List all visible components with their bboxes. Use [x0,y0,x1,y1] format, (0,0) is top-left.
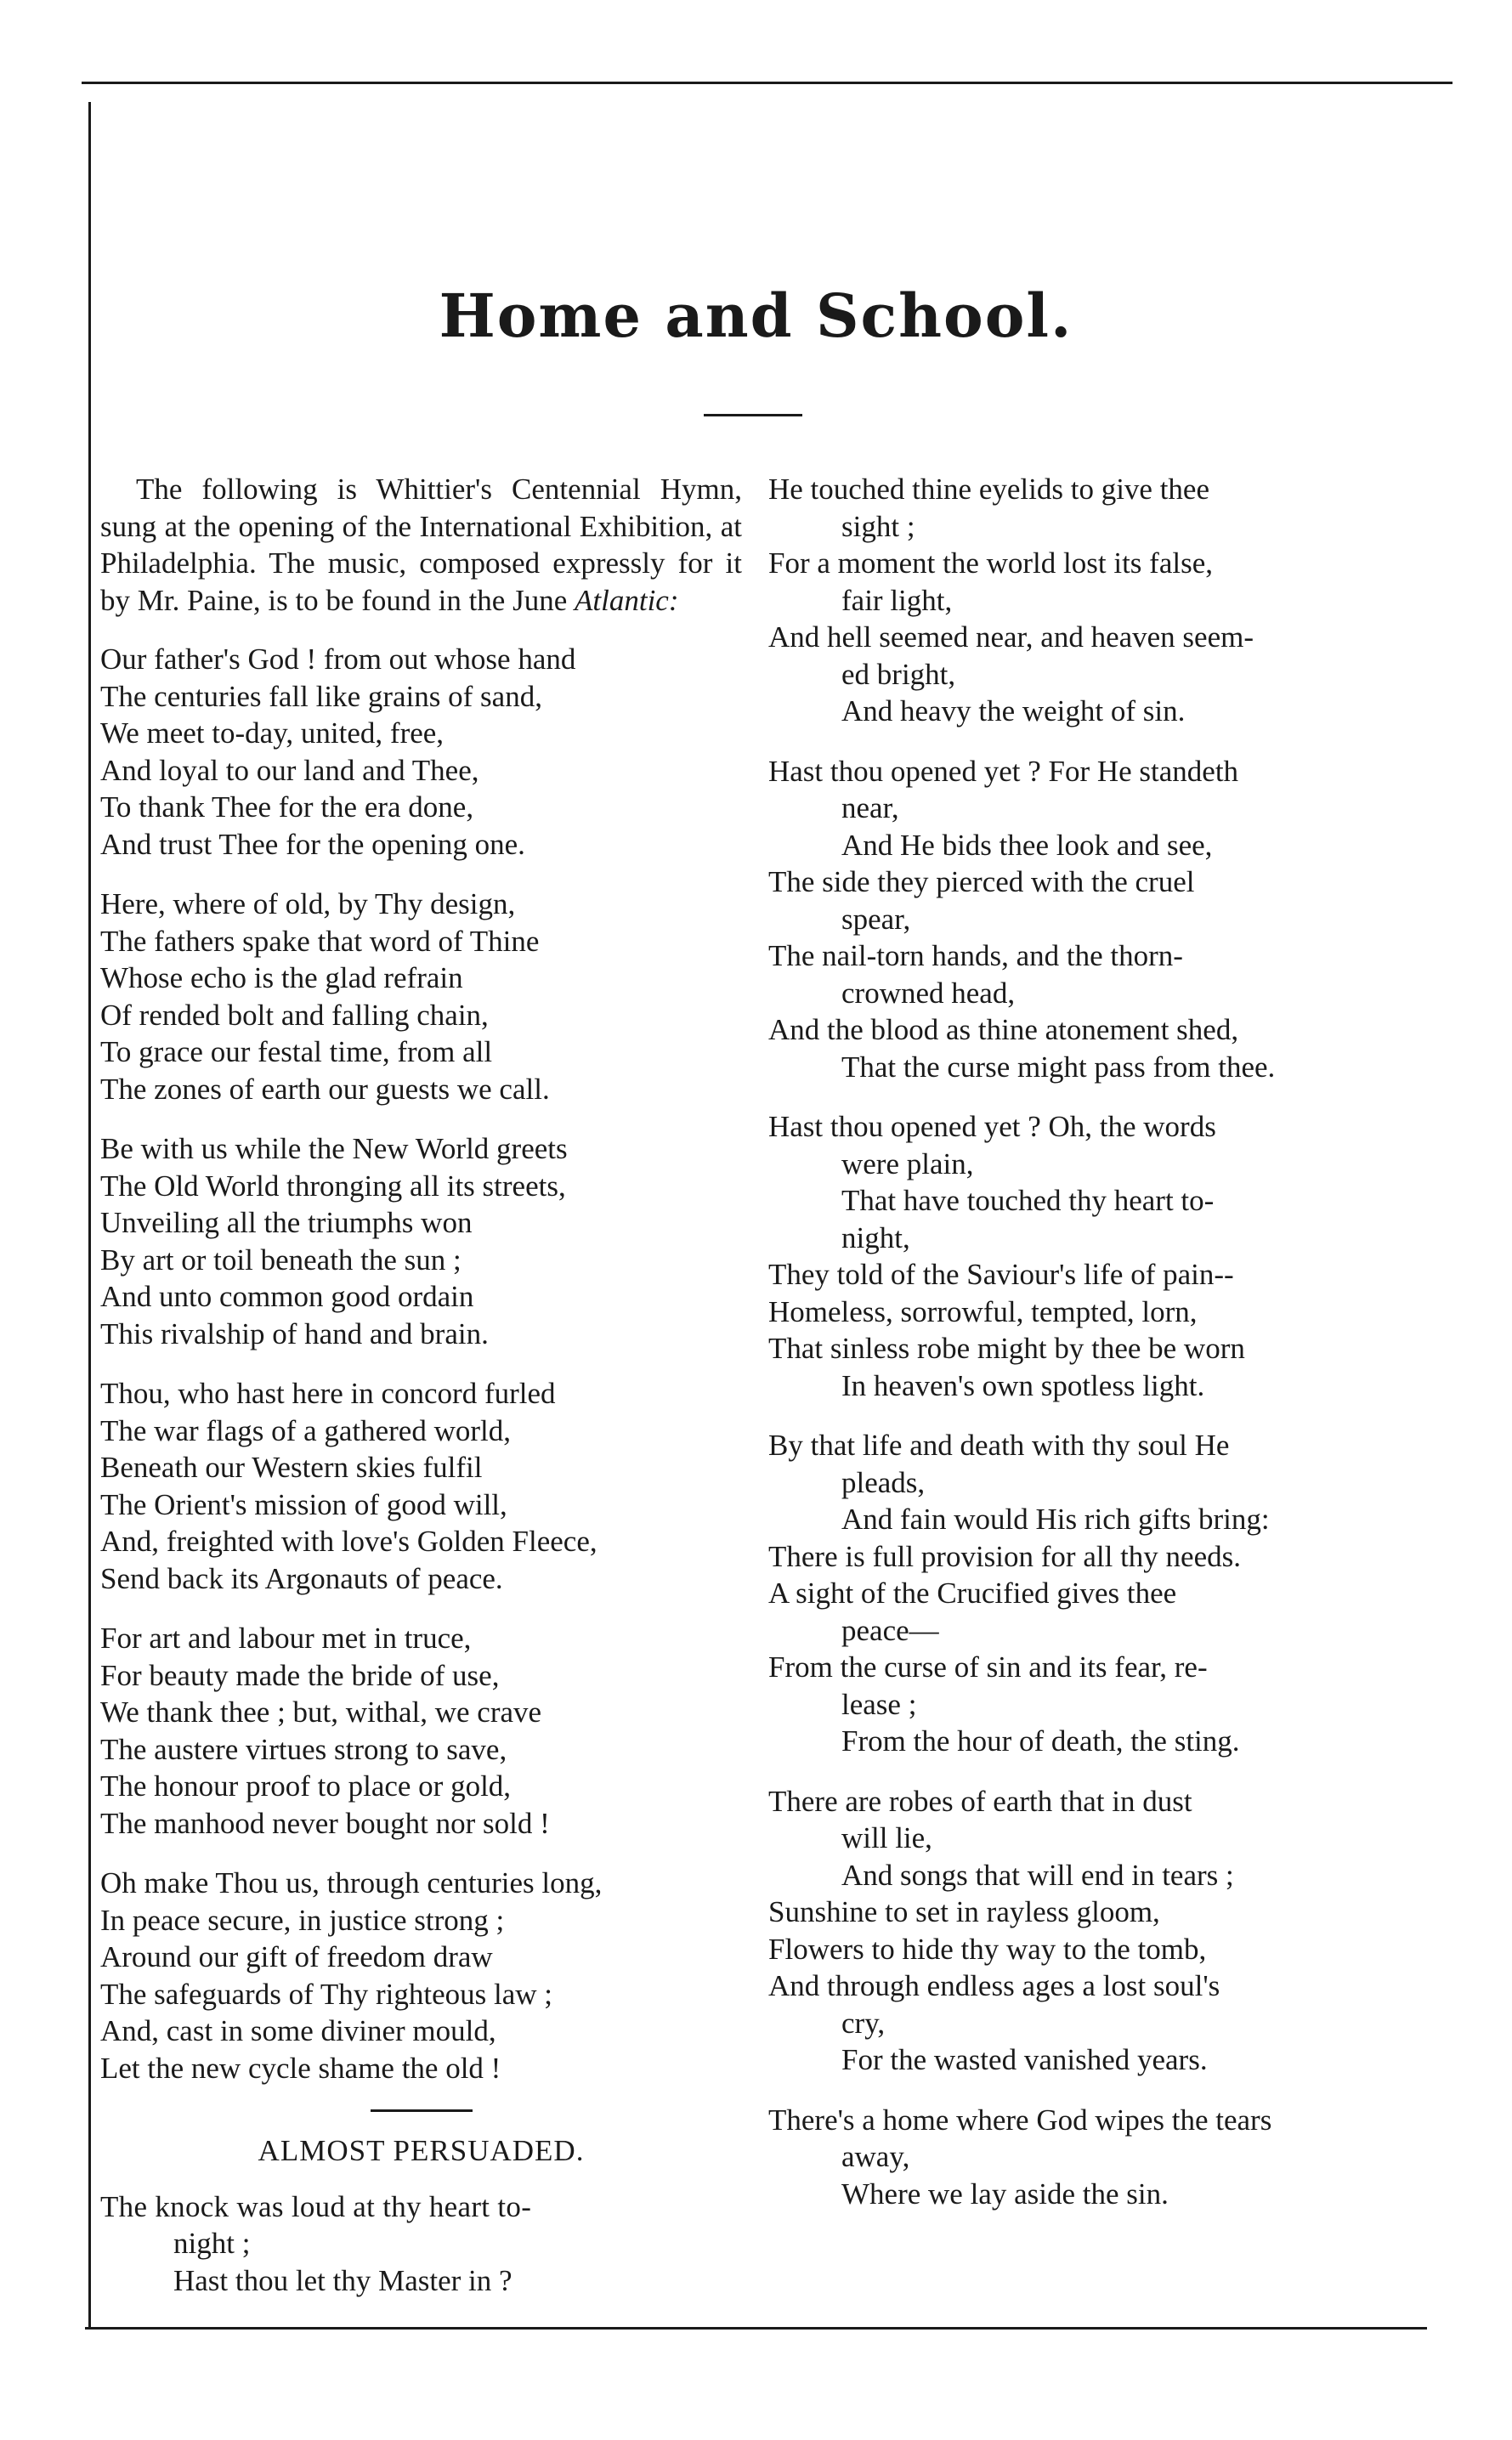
poem-line: Hast thou let thy Master in ? [173,2263,512,2297]
poem-line: spear, [841,902,911,936]
poem-stanza [768,2102,1414,2213]
poem-line: There are robes of earth that in dust [768,1784,1192,1818]
poem-line: That sinless robe might by thee be worn [768,1332,1245,1365]
poem-line: sight ; [841,509,915,543]
hymn-stanza [100,1375,742,1597]
poem-line: Flowers to hide thy way to the tomb, [768,1932,1207,1966]
poem-line: By that life and death with thy soul He [768,1429,1230,1462]
poem-stanza [768,753,1414,1086]
poem-line: peace— [841,1613,939,1647]
hymn-line: Our father's God ! from out whose hand [100,643,576,676]
left-border-rule [88,102,91,2327]
hymn-line: Let the new cycle shame the old ! [100,2051,501,2085]
hymn-line: Beneath our Western skies fulfil [100,1451,483,1484]
poem-stanza [768,1427,1414,1760]
poem-line: He touched thine eyelids to give thee [768,473,1210,506]
poem-line: fair light, [841,583,953,617]
hymn-line: And, freighted with love's Golden Fleece, [100,1525,597,1558]
hymn-line: And loyal to our land and Thee, [100,753,479,787]
top-rule [82,82,1453,84]
poem-line: In heaven's own spotless light. [841,1368,1205,1402]
poem-line: From the hour of death, the sting. [841,1724,1240,1758]
hymn-line: Around our gift of freedom draw [100,1940,493,1973]
section-rule [371,2109,473,2112]
poem-line: And through endless ages a lost soul's [768,1969,1220,2002]
poem-line: pleads, [841,1465,926,1499]
hymn-stanza [100,641,742,863]
page-heading: Home and School. [439,280,1073,351]
poem-line: lease ; [841,1687,917,1721]
hymn-stanza [100,886,742,1107]
poem-line: will lie, [841,1821,932,1854]
hymn-line: The safeguards of Thy righteous law ; [100,1977,552,2011]
poem-line: And fain would His rich gifts bring: [841,1503,1270,1536]
poem-line: cry, [841,2006,886,2040]
hymn-line: And unto common good ordain [100,1280,474,1313]
poem-line: For the wasted vanished years. [841,2043,1208,2076]
poem-line: Sunshine to set in rayless gloom, [768,1895,1160,1928]
intro-italic: Atlantic: [575,583,679,617]
poem-line: There's a home where God wipes the tears [768,2103,1272,2137]
poem-stanza [768,471,1414,730]
hymn-line: The manhood never bought nor sold ! [100,1806,550,1840]
hymn-line: For art and labour met in truce, [100,1622,472,1655]
hymn-line: This rivalship of hand and brain. [100,1316,489,1350]
hymn-line: The war flags of a gathered world, [100,1413,511,1447]
poem-line: Homeless, sorrowful, tempted, lorn, [768,1294,1198,1328]
poem-line: near, [841,791,899,824]
hymn-line: To grace our festal time, from all [100,1035,493,1068]
poem-line: And songs that will end in tears ; [841,1858,1234,1892]
hymn-line: To thank Thee for the era done, [100,790,474,824]
poem-stanza [768,1108,1414,1404]
hymn-line: The zones of earth our guests we call. [100,1072,550,1106]
poem-opening [100,2188,742,2300]
hymn-stanza [100,1865,742,2086]
left-column [100,471,742,2322]
hymn-line: We thank thee ; but, withal, we crave [100,1696,542,1729]
poem-line: There is full provision for all thy needs. [768,1539,1241,1573]
hymn-line: And, cast in some diviner mould, [100,2014,496,2047]
poem-line: Hast thou opened yet ? For He standeth [768,754,1239,788]
hymn-line: The honour proof to place or gold, [100,1769,512,1803]
poem-line: ed bright, [841,657,956,691]
subtitle: ALMOST PERSUADED. [258,2134,585,2167]
poem-line: That the curse might pass from thee. [841,1050,1276,1084]
poem-line: night ; [173,2227,251,2260]
hymn-line: In peace secure, in justice strong ; [100,1903,505,1937]
poem-line: They told of the Saviour's life of pain-- [768,1258,1234,1291]
hymn-line: Send back its Argonauts of peace. [100,1561,503,1595]
poem-line: And the blood as thine atonement shed, [768,1013,1239,1046]
poem-line: away, [841,2140,910,2173]
hymn-line: Oh make Thou us, through centuries long, [100,1866,603,1899]
poem-line: For a moment the world lost its false, [768,546,1213,580]
hymn-line: For beauty made the bride of use, [100,1658,500,1692]
hymn-line: The centuries fall like grains of sand, [100,679,542,713]
hymn-stanza [100,1620,742,1842]
hymn-line: Of rended bolt and falling chain, [100,998,489,1032]
poem-line: Hast thou opened yet ? Oh, the words [768,1110,1216,1143]
poem-line: The nail-torn hands, and the thorn- [768,939,1183,972]
hymn-stanza [100,1130,742,1352]
hymn-line: The Orient's mission of good will, [100,1487,507,1521]
hymn-line: By art or toil beneath the sun ; [100,1243,462,1277]
hymn-line: Unveiling all the triumphs won [100,1206,473,1239]
hymn-line: Here, where of old, by Thy design, [100,887,516,920]
bottom-rule [85,2327,1427,2330]
hymn-line: Thou, who hast here in concord furled [100,1377,556,1410]
intro-text: The following is Whittier's Centennial Hymn, sung at the opening of the International Exhibition, at Philadelphia. The music, composed expressly for it by Mr. Paine, is to be found in the June [100,473,742,617]
intro-paragraph [100,471,742,619]
hymn-line: And trust Thee for the opening one. [100,827,525,861]
poem-line: And He bids thee look and see, [841,828,1213,862]
hymn-line: The Old World thronging all its streets, [100,1169,566,1203]
poem-line: That have touched thy heart to- [841,1184,1215,1217]
poem-stanza [768,1783,1414,2079]
poem-line: From the curse of sin and its fear, re- [768,1650,1208,1684]
right-column [768,471,1414,2235]
poem-line: Where we lay aside the sin. [841,2177,1169,2211]
poem-line: A sight of the Crucified gives thee [768,1577,1177,1610]
poem-line: night, [841,1220,910,1254]
poem-line: The side they pierced with the cruel [768,865,1195,898]
hymn-line: We meet to-day, united, free, [100,716,445,750]
hymn-line: Whose echo is the glad refrain [100,961,463,994]
hymn-line: The fathers spake that word of Thine [100,924,540,958]
hymn-line: Be with us while the New World greets [100,1132,568,1165]
poem-line: And hell seemed near, and heaven seem- [768,620,1254,654]
poem-line: And heavy the weight of sin. [841,694,1186,727]
poem-line: The knock was loud at thy heart to- [100,2189,532,2223]
hymn-line: The austere virtues strong to save, [100,1732,507,1766]
poem-line: were plain, [841,1146,974,1180]
hymn [100,641,742,2086]
heading-rule [704,414,802,416]
poem-line: crowned head, [841,976,1016,1010]
